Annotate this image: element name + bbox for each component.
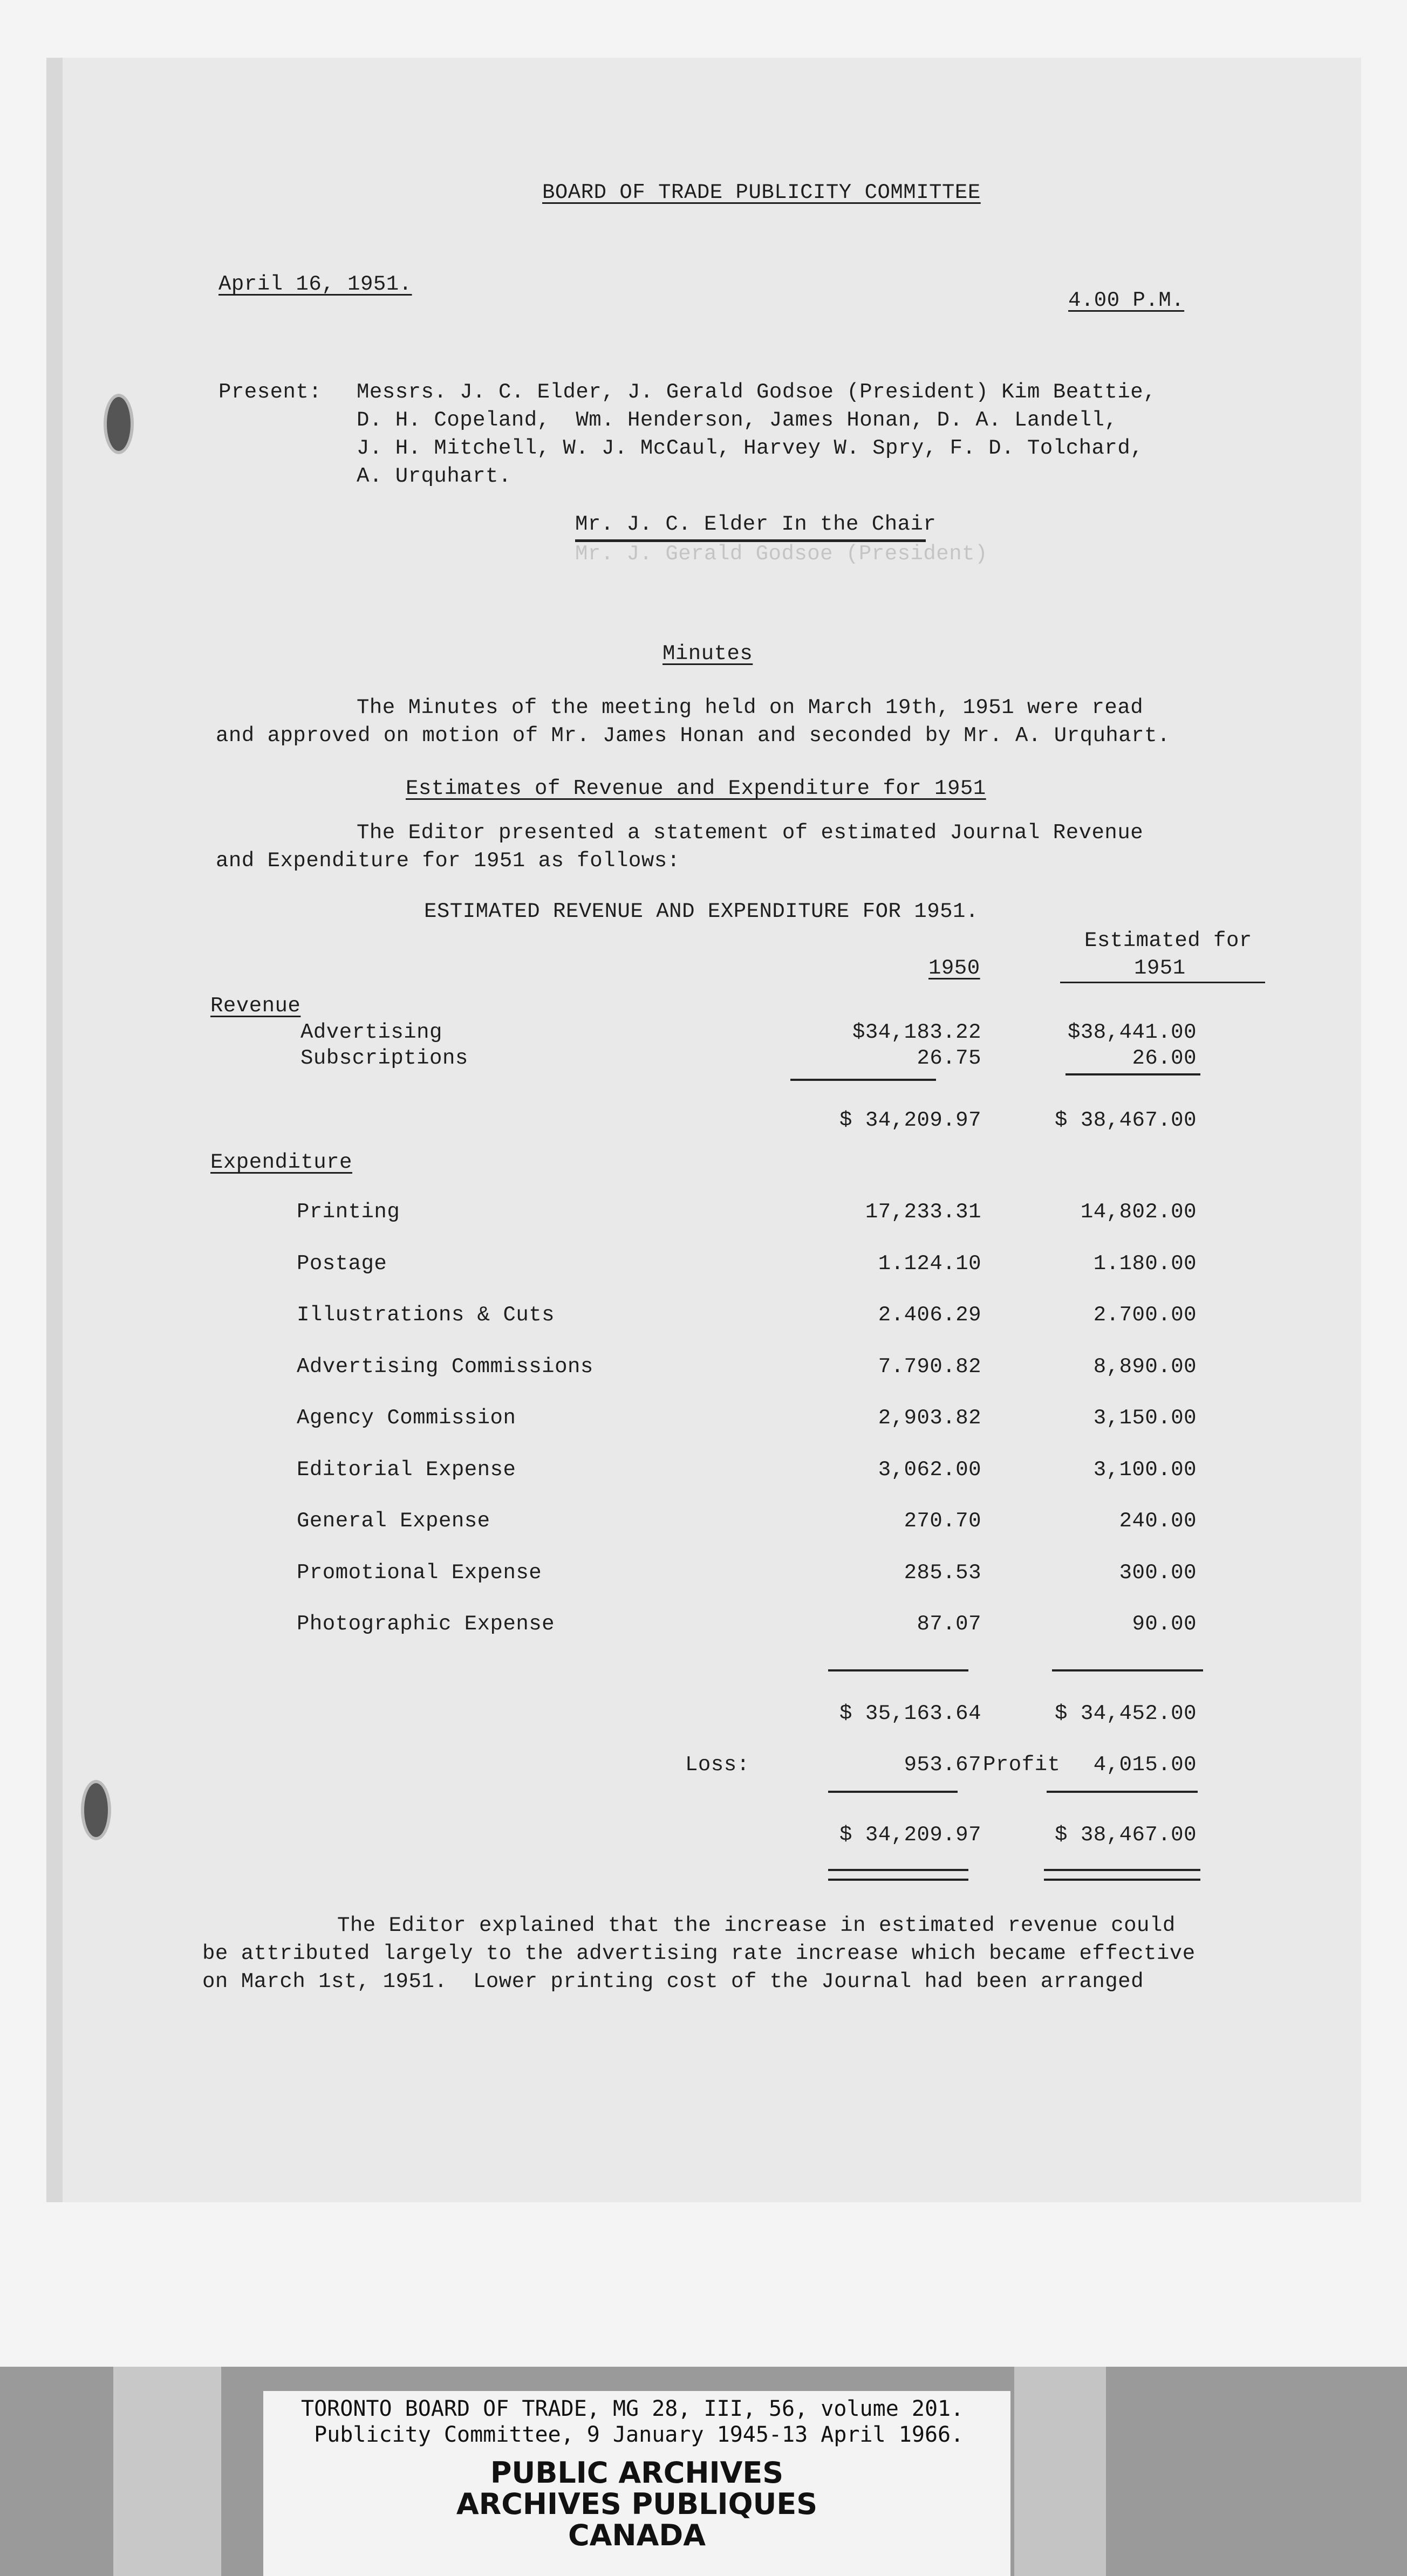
editor-text: and Expenditure for 1951 as follows: xyxy=(216,849,680,873)
document-title: BOARD OF TRADE PUBLICITY COMMITTEE xyxy=(542,181,981,204)
revenue-row-label: Advertising xyxy=(300,1020,442,1044)
column-header-1951: 1951 xyxy=(1134,956,1186,980)
chair-line: Mr. J. C. Elder In the Chair xyxy=(575,512,937,536)
closing-text: be attributed largely to the advertising rate increase which became effective xyxy=(202,1942,1196,1965)
revenue-row-label: Subscriptions xyxy=(300,1046,468,1070)
minutes-text: The Minutes of the meeting held on March 19th, 1951 were read xyxy=(357,696,1144,720)
expenditure-value-1951: 14,802.00 xyxy=(1080,1200,1197,1224)
expenditure-total-1951: $ 34,452.00 xyxy=(1055,1702,1197,1725)
rule xyxy=(1066,1073,1200,1075)
loss-value: 953.67 xyxy=(904,1753,981,1777)
expenditure-value-1951: 90.00 xyxy=(1132,1612,1197,1636)
expenditure-value-1951: 240.00 xyxy=(1119,1509,1197,1533)
column-header-estimated: Estimated for xyxy=(1084,929,1252,953)
present-line: J. H. Mitchell, W. J. McCaul, Harvey W. Spry, F. D. Tolchard, xyxy=(357,436,1144,460)
grand-total-1950: $ 34,209.97 xyxy=(839,1823,981,1847)
column-underline xyxy=(1060,982,1265,983)
rule xyxy=(828,1669,968,1671)
estimates-heading: Estimates of Revenue and Expenditure for 1951 xyxy=(406,777,986,800)
expenditure-value-1950: 285.53 xyxy=(904,1560,981,1585)
binder-hole xyxy=(104,394,134,454)
archive-name: PUBLIC ARCHIVES xyxy=(490,2456,784,2490)
expenditure-value-1950: 17,233.31 xyxy=(865,1200,981,1224)
expenditure-row-label: Advertising Commissions xyxy=(297,1354,593,1379)
meeting-time: 4.00 P.M. xyxy=(1068,289,1185,312)
grand-total-1951: $ 38,467.00 xyxy=(1055,1823,1197,1847)
expenditure-value-1951: 3,100.00 xyxy=(1093,1457,1197,1482)
present-line: A. Urquhart. xyxy=(357,464,511,488)
expenditure-row-label: Postage xyxy=(297,1251,387,1276)
expenditure-value-1950: 1.124.10 xyxy=(878,1251,981,1276)
revenue-label: Revenue xyxy=(210,994,301,1018)
expenditure-value-1951: 300.00 xyxy=(1119,1560,1197,1585)
revenue-value-1950: 26.75 xyxy=(917,1046,981,1070)
expenditure-row-label: Printing xyxy=(297,1200,400,1224)
rule xyxy=(1052,1669,1203,1671)
expenditure-value-1950: 3,062.00 xyxy=(878,1457,981,1482)
editor-text: The Editor presented a statement of estimated Journal Revenue xyxy=(357,821,1144,845)
expenditure-row-label: General Expense xyxy=(297,1509,490,1533)
profit-value: 4,015.00 xyxy=(1093,1753,1197,1777)
present-line: D. H. Copeland, Wm. Henderson, James Honan, D. A. Landell, xyxy=(357,408,1118,432)
revenue-value-1951: 26.00 xyxy=(1132,1046,1197,1070)
minutes-text: and approved on motion of Mr. James Honan and seconded by Mr. A. Urquhart. xyxy=(216,724,1170,748)
present-label: Present: xyxy=(218,380,322,404)
closing-text: on March 1st, 1951. Lower printing cost of the Journal had been arranged xyxy=(202,1970,1144,1993)
column-header-1950: 1950 xyxy=(928,956,980,980)
present-line: Messrs. J. C. Elder, J. Gerald Godsoe (President) Kim Beattie, xyxy=(357,380,1157,404)
archive-footer xyxy=(0,2367,1407,2576)
meeting-date: April 16, 1951. xyxy=(218,272,412,296)
loss-label: Loss: xyxy=(685,1753,750,1777)
expenditure-value-1950: 87.07 xyxy=(917,1612,981,1636)
archive-reference: TORONTO BOARD OF TRADE, MG 28, III, 56, volume 201. xyxy=(301,2396,964,2421)
double-rule xyxy=(1044,1869,1200,1871)
double-rule xyxy=(828,1879,968,1881)
expenditure-value-1950: 7.790.82 xyxy=(878,1354,981,1379)
expenditure-row-label: Photographic Expense xyxy=(297,1612,555,1636)
expenditure-label: Expenditure xyxy=(210,1150,352,1174)
expenditure-value-1950: 2.406.29 xyxy=(878,1303,981,1327)
binder-hole xyxy=(81,1780,111,1840)
expenditure-value-1951: 2.700.00 xyxy=(1093,1303,1197,1327)
expenditure-row-label: Illustrations & Cuts xyxy=(297,1303,555,1327)
archive-reference: Publicity Committee, 9 January 1945-13 April 1966. xyxy=(301,2422,964,2447)
double-rule xyxy=(828,1869,968,1871)
expenditure-row-label: Editorial Expense xyxy=(297,1457,516,1482)
expenditure-row-label: Agency Commission xyxy=(297,1406,516,1430)
revenue-value-1951: $38,441.00 xyxy=(1067,1020,1197,1044)
rule xyxy=(1047,1791,1198,1793)
expenditure-value-1950: 2,903.82 xyxy=(878,1406,981,1430)
closing-text: The Editor explained that the increase in estimated revenue could xyxy=(337,1914,1176,1937)
table-title: ESTIMATED REVENUE AND EXPENDITURE FOR 1951. xyxy=(424,900,979,923)
expenditure-value-1951: 3,150.00 xyxy=(1093,1406,1197,1430)
rule xyxy=(828,1791,958,1793)
revenue-total-1951: $ 38,467.00 xyxy=(1055,1108,1197,1132)
minutes-heading: Minutes xyxy=(662,642,753,666)
rule xyxy=(790,1079,936,1081)
expenditure-value-1951: 8,890.00 xyxy=(1093,1354,1197,1379)
struck-chair-line: Mr. J. Gerald Godsoe (President) xyxy=(575,542,988,566)
archive-country: CANADA xyxy=(568,2518,706,2552)
expenditure-value-1950: 270.70 xyxy=(904,1509,981,1533)
revenue-total-1950: $ 34,209.97 xyxy=(839,1108,981,1132)
archive-name: ARCHIVES PUBLIQUES xyxy=(456,2487,818,2521)
profit-label: Profit xyxy=(983,1753,1061,1777)
double-rule xyxy=(1044,1879,1200,1881)
expenditure-row-label: Promotional Expense xyxy=(297,1560,542,1585)
expenditure-total-1950: $ 35,163.64 xyxy=(839,1702,981,1725)
expenditure-value-1951: 1.180.00 xyxy=(1093,1251,1197,1276)
revenue-value-1950: $34,183.22 xyxy=(852,1020,981,1044)
